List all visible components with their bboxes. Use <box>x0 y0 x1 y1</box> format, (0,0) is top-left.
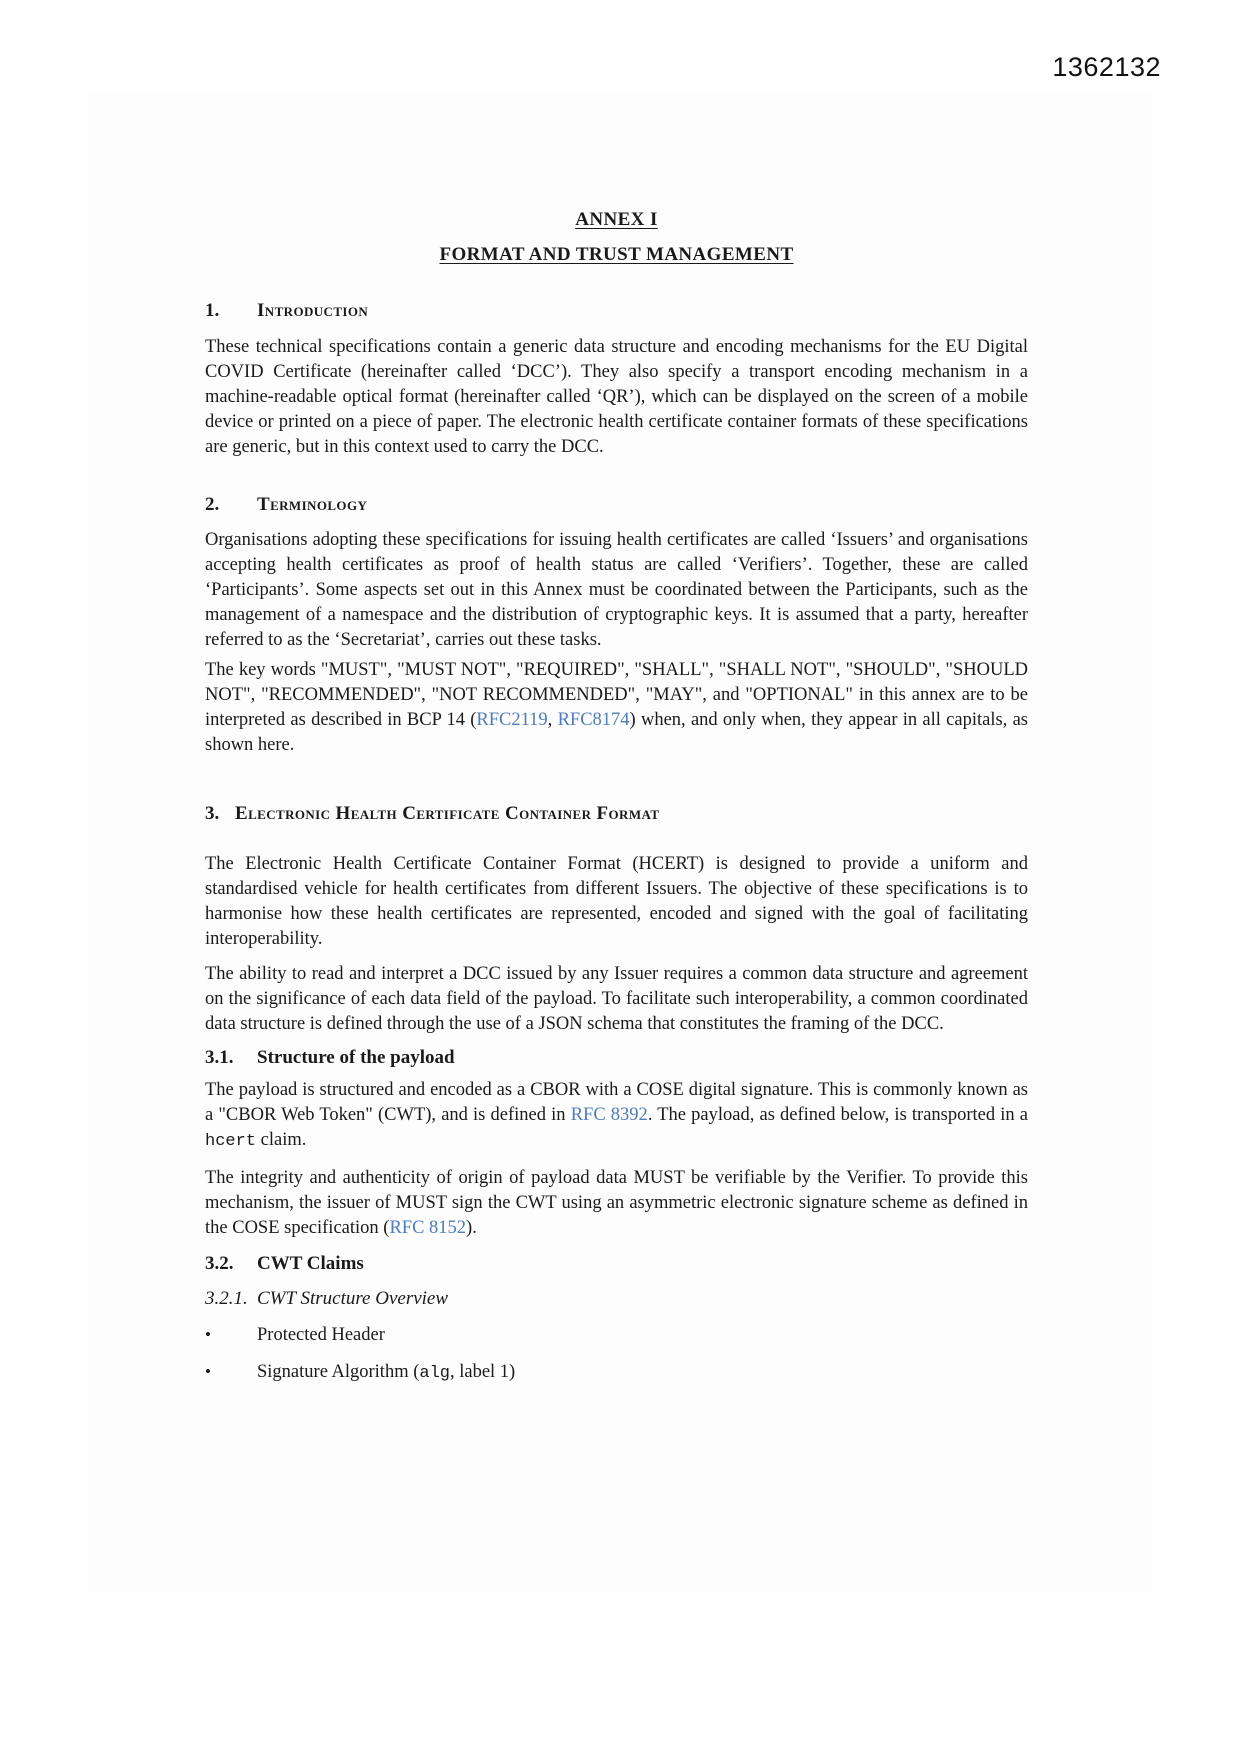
section-2-title: Terminology <box>257 494 368 515</box>
section-3-1-heading <box>205 1045 1028 1070</box>
keywords-text-end: ) when, and only when, they appear in all capitals, as shown here. <box>205 710 1028 755</box>
section-3-2-title: CWT Claims <box>257 1253 364 1274</box>
payload-text-end: claim. <box>256 1130 307 1150</box>
section-3-heading <box>205 801 1028 826</box>
bullet-icon: • <box>205 1362 211 1381</box>
section-3-2-heading <box>205 1251 1028 1276</box>
section-1-title: Introduction <box>257 300 369 321</box>
payload-text: The payload is structured and encoded as a CBOR with a COSE digital signature. This is commonly known as a "CBOR Web Token" (CWT), and is defined in <box>205 1080 1028 1125</box>
rfc8392-link[interactable]: RFC 8392 <box>570 1105 648 1125</box>
bullet-protected-header <box>205 1322 1028 1348</box>
page-content <box>205 207 1028 1386</box>
section-3-2-number: 3.2. <box>205 1253 234 1274</box>
section-3-2-1-heading <box>205 1286 1028 1311</box>
keywords-paragraph <box>205 658 1028 758</box>
bullet-signature-algorithm <box>205 1359 1028 1386</box>
section-3-2-1-title: CWT Structure Overview <box>257 1288 449 1309</box>
integrity-text: The integrity and authenticity of origin of payload data MUST be verifiable by the Verifier. To provide this mechanism, the issuer of MUST sign the CWT using an asymmetric electronic signature scheme as defined in the COSE specification ( <box>205 1168 1028 1238</box>
doc-number: 1362132 <box>1052 52 1161 82</box>
annex-title: ANNEX I <box>575 209 658 230</box>
intro-paragraph: These technical specifications contain a generic data structure and encoding mechanisms for the EU Digital COVID Certificate (hereinafter called ‘DCC’). They also specify a transport encoding mechanism in a machine-readable optical format (hereinafter called ‘QR’), which can be displayed on the screen of a mobile device or printed on a piece of paper. The electronic health certificate container formats of these specifications are generic, but in this context used to carry the DCC. <box>205 337 1028 457</box>
integrity-paragraph <box>205 1166 1028 1241</box>
section-2-heading <box>205 492 1028 517</box>
section-1-number: 1. <box>205 300 220 321</box>
keywords-text: The key words "MUST", "MUST NOT", "REQUIRED", "SHALL", "SHALL NOT", "SHOULD", "SHOULD NOT", "RECOMMENDED", "NOT RECOMMENDED", "MAY", and "OPTIONAL" in this annex are to be interpreted as described in BCP 14 ( <box>205 660 1028 730</box>
bullet-icon: • <box>205 1325 211 1344</box>
rfc8152-link[interactable]: RFC 8152 <box>389 1218 467 1238</box>
section-3-1-title: Structure of the payload <box>257 1047 455 1068</box>
hcert-code: hcert <box>205 1132 257 1151</box>
section-3-1-number: 3.1. <box>205 1047 234 1068</box>
signature-algorithm-text-end: , label 1) <box>449 1362 516 1382</box>
section-1-heading <box>205 298 1028 323</box>
bullet-signature-algorithm-label <box>257 1360 515 1386</box>
section-2-number: 2. <box>205 494 220 515</box>
document-title: FORMAT AND TRUST MANAGEMENT <box>439 244 794 265</box>
section-3-title: Electronic Health Certificate Container Format <box>235 803 660 824</box>
payload-text-mid: . The payload, as defined below, is transported in a <box>647 1105 1029 1125</box>
alg-code: alg <box>419 1364 450 1383</box>
bullet-protected-header-label: Protected Header <box>257 1325 385 1345</box>
rfc2119-link[interactable]: RFC2119 <box>476 710 548 730</box>
terminology-paragraph: Organisations adopting these specifications for issuing health certificates are called ‘Issuers’ and organisations accepting health certificates as proof of health status are called ‘Verifiers’. Together, these are called ‘Participants’. Some aspects set out in this Annex must be coordinated between the Participants, such as the management of a namespace and the distribution of cryptographic keys. It is assumed that a party, hereafter referred to as the ‘Secretariat’, carries out these tasks. <box>205 530 1028 650</box>
section-3-2-1-number: 3.2.1. <box>205 1288 248 1309</box>
keywords-separator: , <box>547 710 558 730</box>
payload-paragraph <box>205 1078 1028 1154</box>
rfc8174-link[interactable]: RFC8174 <box>557 710 630 730</box>
hcert-paragraph: The Electronic Health Certificate Container Format (HCERT) is designed to provide a uniform and standardised vehicle for health certificates from different Issuers. The objective of these specifications is to harmonise how these health certificates are represented, encoded and signed with the goal of facilitating interoperability. <box>205 854 1028 949</box>
section-3-number: 3. <box>205 803 220 824</box>
signature-algorithm-text: Signature Algorithm ( <box>257 1362 420 1382</box>
integrity-text-end: ). <box>466 1218 477 1238</box>
json-schema-paragraph: The ability to read and interpret a DCC issued by any Issuer requires a common data structure and agreement on the significance of each data field of the payload. To facilitate such interoperability, a common coordinated data structure is defined through the use of a JSON schema that constitutes the framing of the DCC. <box>205 964 1028 1034</box>
